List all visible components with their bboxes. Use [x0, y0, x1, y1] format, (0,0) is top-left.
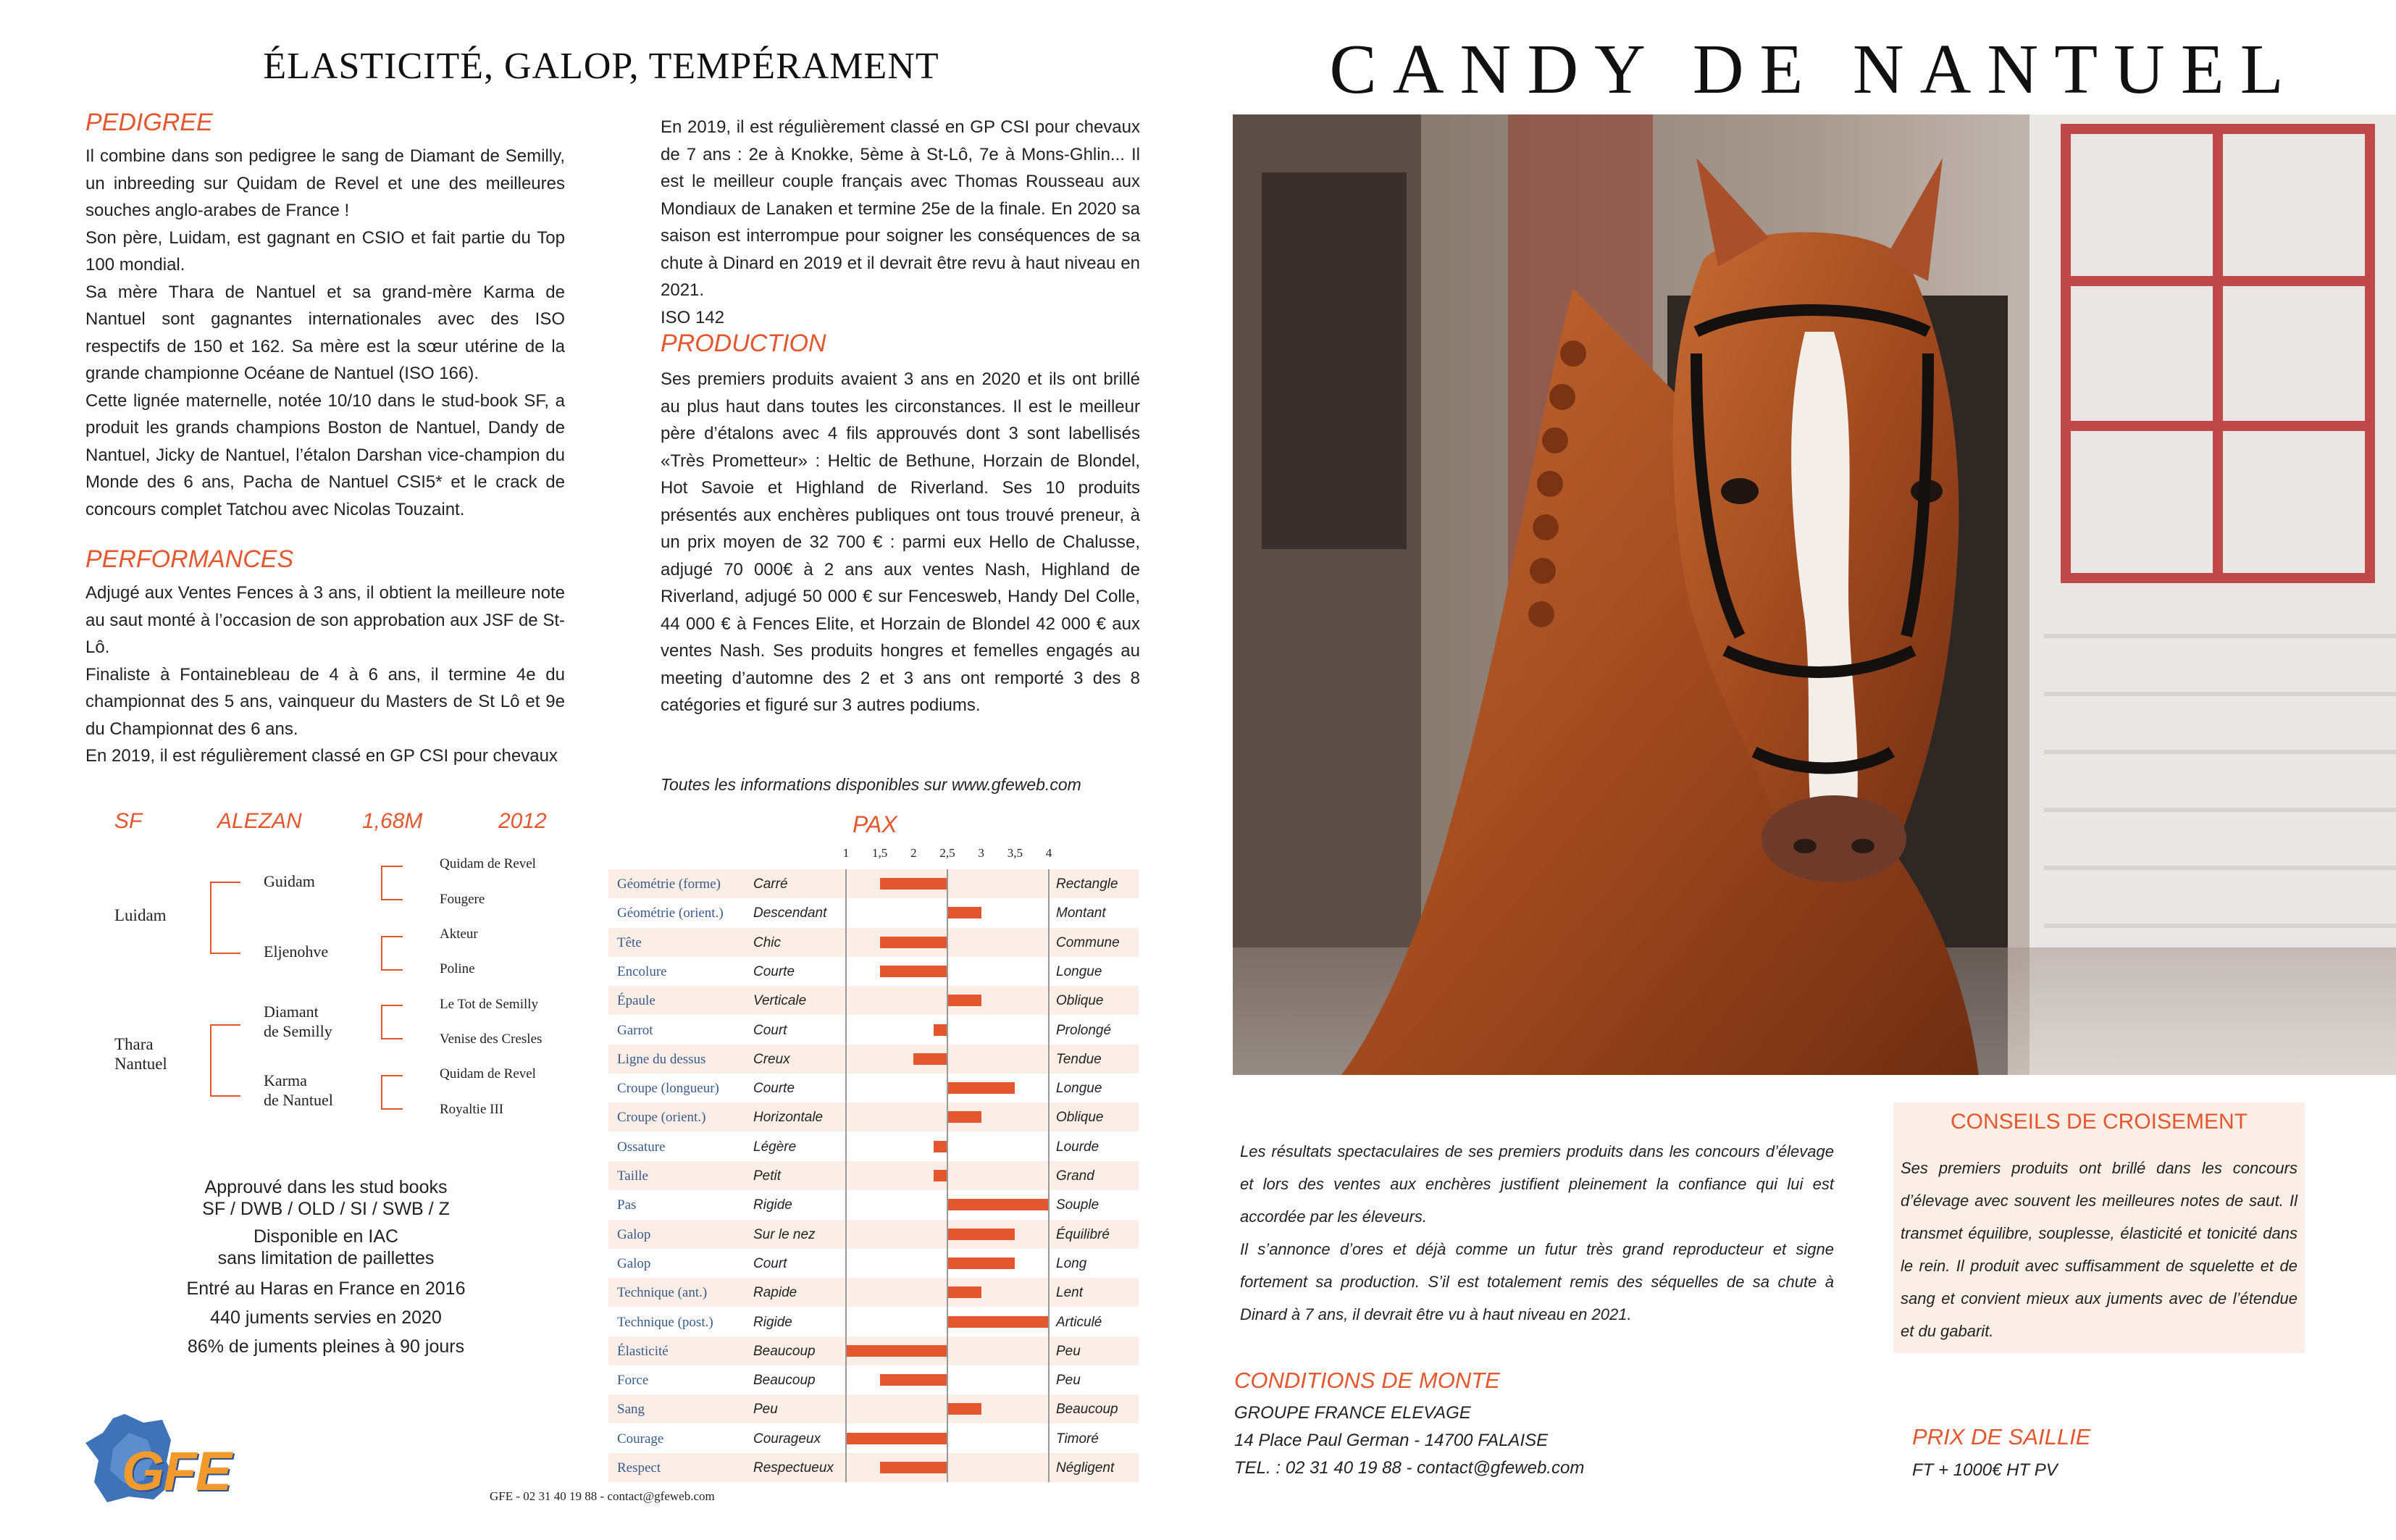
gp-bracket [381, 936, 403, 971]
pax-tick-label: 2,5 [939, 846, 955, 860]
summary-paragraph: Il s’annonce d’ores et déjà comme un futur très grand reproducteur et signe fortement sa production. S’il est totalement remis des séquelles de sa chute à Dinard à 7 ans, il devrait être vu à haut niveau en 2021. [1240, 1240, 1834, 1323]
pax-left-pole: Légère [753, 1139, 797, 1155]
pax-criterion: Force [617, 1373, 649, 1389]
pax-tick-label: 2 [910, 846, 917, 860]
dam-bracket [210, 1024, 240, 1097]
pax-criterion: Croupe (orient.) [617, 1110, 706, 1126]
pax-row [608, 1249, 1139, 1278]
gfe-logo [81, 1411, 255, 1505]
pax-row [608, 1278, 1139, 1307]
pax-row [608, 898, 1139, 927]
pax-left-pole: Rigide [753, 1314, 792, 1330]
conseils-text: Ses premiers produits ont brillé dans les concours d’élevage avec souvent les meilleures notes de saut. Il transmet équilibre, souplesse, élasticité et tonicité dans le rein. Il produit avec suffisamment de squelette et de sang et convient mieux aux juments avec de l’étendue et du gabarit. [1901, 1159, 2297, 1340]
production-title: PRODUCTION [661, 330, 826, 357]
conditions-line: TEL. : 02 31 40 19 88 - contact@gfeweb.com [1234, 1458, 1585, 1478]
pax-left-pole: Chic [753, 934, 782, 950]
prix-title: PRIX DE SAILLIE [1912, 1424, 2091, 1449]
pax-gridline [1048, 869, 1050, 1482]
great-grandparent: Akteur [440, 926, 478, 942]
pax-row [608, 1220, 1139, 1249]
gp-bracket [381, 866, 403, 900]
approval-line: Entré au Haras en France en 2016 [186, 1279, 466, 1299]
great-grandparent: Quidam de Revel [440, 1066, 536, 1081]
sire-bracket [210, 882, 240, 954]
pax-right-pole: Lourde [1056, 1139, 1099, 1155]
dam-line: Thara [114, 1035, 154, 1053]
approval-line: Approuvé dans les stud books [204, 1177, 448, 1197]
pax-right-pole: Beaucoup [1056, 1402, 1118, 1418]
pax-row [608, 1161, 1139, 1190]
pax-bar [947, 1257, 1015, 1269]
pax-tick-label: 3 [978, 846, 984, 860]
pax-bar [934, 1170, 947, 1181]
pax-row [608, 1016, 1139, 1045]
great-grandparent: Venise des Cresles [440, 1031, 543, 1047]
pax-right-pole: Articulé [1056, 1314, 1102, 1330]
approvals [76, 1173, 576, 1362]
performances-text-col2 [661, 114, 1140, 331]
pax-criterion: Géométrie (orient.) [617, 905, 724, 921]
breed: SF [114, 809, 143, 833]
pax-criterion: Croupe (longueur) [617, 1081, 719, 1097]
performances-title: PERFORMANCES [85, 545, 294, 573]
pax-right-pole: Timoré [1056, 1431, 1099, 1447]
pax-right-pole: Rectangle [1056, 876, 1118, 892]
pax-left-pole: Creux [753, 1051, 790, 1067]
pax-right-pole: Lent [1056, 1285, 1083, 1301]
pax-gridline [845, 869, 847, 1482]
pax-right-pole: Montant [1056, 905, 1106, 921]
pax-left-pole: Verticale [753, 993, 807, 1009]
great-grandparent: Fougere [440, 892, 485, 907]
pax-row [608, 1394, 1139, 1423]
headline: ÉLASTICITÉ, GALOP, TEMPÉRAMENT [263, 46, 939, 87]
pax-tick-label: 1,5 [872, 846, 888, 860]
pax-criterion: Galop [617, 1255, 651, 1271]
horse-portrait-image [1233, 114, 2396, 1075]
pax-criterion: Technique (ant.) [617, 1285, 708, 1301]
pedigree-paragraph: Cette lignée maternelle, notée 10/10 dans le stud-book SF, a produit les grands champions Boston de Nantuel, Dandy de Nantuel, Jicky de Nantuel, l’étalon Darshan vice-champion du Monde des 6 ans, Pacha de Nantuel CSI5* et le crack de concours complet Tatchou avec Nicolas Touzaint. [85, 390, 565, 519]
dam [114, 1034, 167, 1074]
grandparent-line: de Nantuel [264, 1091, 333, 1109]
performances-paragraph: En 2019, il est régulièrement classé en GP CSI pour chevaux de 7 ans : 2e à Knokke, 5ème à St-Lô, 7e à Mons-Ghlin... Il est le meilleur couple français avec Thomas Rousseau aux Mondiaux de Lanaken et termine 25e de la finale. En 2020 sa saison est interrompue pour soigner les conséquences de sa chute à Dinard en 2019 et il devrait être revu à haut niveau en 2021. [661, 117, 1140, 300]
pax-bar [947, 907, 981, 918]
pax-bar [947, 1316, 1049, 1328]
pax-bar [846, 1345, 947, 1357]
approval-line: sans limitation de paillettes [217, 1248, 435, 1268]
pax-row [608, 1424, 1139, 1453]
pax-left-pole: Rigide [753, 1197, 792, 1213]
grandparent [264, 1071, 333, 1110]
pax-left-pole: Court [753, 1022, 787, 1038]
conseils-box [1893, 1102, 2305, 1353]
pax-left-pole: Horizontale [753, 1110, 824, 1126]
pax-bar [913, 1053, 947, 1065]
coat: ALEZAN [217, 809, 302, 833]
horse-photo [1233, 114, 2396, 1075]
pax-criterion: Épaule [617, 993, 655, 1009]
pax-tick-label: 1 [842, 846, 850, 860]
grandparent-line: Diamant [264, 1003, 319, 1021]
pax-right-pole: Longue [1056, 1081, 1102, 1097]
pax-criterion: Ligne du dessus [617, 1051, 706, 1067]
pax-left-pole: Courte [753, 963, 795, 979]
summary-paragraph: Les résultats spectaculaires de ses premiers produits dans les concours d’élevage et lors des ventes aux enchères justifient pleinement la confiance qui lui est accordée par les éleveurs. [1240, 1142, 1834, 1226]
pax-bar [880, 937, 947, 948]
pax-criterion: Technique (post.) [617, 1314, 713, 1330]
pax-bar [947, 1111, 981, 1123]
pax-criterion: Élasticité [617, 1343, 669, 1359]
pax-right-pole: Oblique [1056, 993, 1104, 1009]
pax-right-pole: Prolongé [1056, 1022, 1112, 1038]
info-line: Toutes les informations disponibles sur www.gfeweb.com [661, 775, 1081, 794]
pax-row [608, 1190, 1139, 1219]
horse-name: CANDY DE NANTUEL [1329, 30, 2300, 109]
pax-row [608, 1365, 1139, 1394]
pax-criterion: Encolure [617, 963, 667, 979]
pax-criterion: Ossature [617, 1139, 666, 1155]
pax-right-pole: Souple [1056, 1197, 1099, 1213]
pedigree-paragraph: Il combine dans son pedigree le sang de Diamant de Semilly, un inbreeding sur Quidam de Revel et une des meilleures souches anglo-arabes de France ! [85, 146, 565, 220]
pax-criterion: Géométrie (forme) [617, 876, 721, 892]
pax-right-pole: Tendue [1056, 1051, 1102, 1067]
dam-line: Nantuel [114, 1055, 167, 1073]
pax-bar [947, 1286, 981, 1298]
pax-criterion: Courage [617, 1431, 664, 1447]
great-grandparent: Royaltie III [440, 1102, 504, 1117]
pax-right-pole: Oblique [1056, 1110, 1104, 1126]
pax-bar [947, 1082, 1015, 1094]
pax-right-pole: Longue [1056, 963, 1102, 979]
gp-bracket [381, 1075, 403, 1110]
sire: Luidam [114, 906, 167, 924]
approval-line: 440 juments servies en 2020 [210, 1307, 442, 1328]
pax-criterion: Tête [617, 934, 642, 950]
pax-criterion: Taille [617, 1168, 648, 1184]
performances-text-2019: En 2019, il est régulièrement classé en GP CSI pour chevaux [85, 746, 558, 766]
pax-criterion: Respect [617, 1460, 661, 1476]
pax-bar [947, 1403, 981, 1415]
pax-bar [934, 1024, 947, 1036]
pax-left-pole: Court [753, 1255, 787, 1271]
pax-row [608, 1307, 1139, 1336]
grandparent [264, 1002, 332, 1041]
great-grandparent: Poline [440, 961, 475, 976]
pax-bar [947, 1229, 1015, 1240]
performances-paragraph: Finaliste à Fontainebleau de 4 à 6 ans, il termine 4e du championnat des 5 ans, vainqueur du Masters de St Lô et 9e du Championnat des 6 ans. [85, 664, 565, 739]
pax-bar [934, 1141, 947, 1152]
height: 1,68M [362, 809, 423, 833]
conditions-title: CONDITIONS DE MONTE [1234, 1368, 1500, 1393]
pax-bar [947, 1199, 1049, 1210]
pax-left-pole: Carré [753, 876, 788, 892]
pax-right-pole: Peu [1056, 1373, 1081, 1389]
prix-value: FT + 1000€ HT PV [1912, 1460, 2058, 1480]
birth-year: 2012 [498, 809, 547, 833]
gp-bracket [381, 1005, 403, 1039]
pax-criterion: Sang [617, 1402, 645, 1418]
pedigree-text [85, 143, 565, 523]
conditions-line: 14 Place Paul German - 14700 FALAISE [1234, 1431, 1549, 1450]
approval-line: 86% de juments pleines à 90 jours [187, 1336, 465, 1357]
pax-bar [880, 1374, 947, 1386]
pax-left-pole: Peu [753, 1402, 778, 1418]
conditions-lines [1234, 1399, 1584, 1482]
pax-row [608, 1074, 1139, 1102]
pax-tick-label: 3,5 [1007, 846, 1023, 860]
great-grandparent: Quidam de Revel [440, 856, 536, 871]
pax-right-pole: Grand [1056, 1168, 1094, 1184]
pedigree-title: PEDIGREE [85, 109, 213, 136]
conseils-title: CONSEILS DE CROISEMENT [1950, 1110, 2248, 1134]
pax-right-pole: Équilibré [1056, 1226, 1110, 1242]
pax-bar [880, 878, 947, 890]
pax-criterion: Pas [617, 1197, 637, 1213]
pax-bar [846, 1433, 947, 1444]
pax-row [608, 1132, 1139, 1161]
pax-criterion: Galop [617, 1226, 651, 1242]
iso-value: ISO 142 [661, 307, 725, 327]
approval-line: SF / DWB / OLD / SI / SWB / Z [202, 1199, 450, 1219]
pax-title: PAX [853, 811, 897, 837]
pax-row [608, 957, 1139, 986]
pax-left-pole: Beaucoup [753, 1373, 816, 1389]
pax-left-pole: Courageux [753, 1431, 821, 1447]
pax-left-pole: Rapide [753, 1285, 797, 1301]
grandparent-line: de Semilly [264, 1022, 332, 1040]
pax-right-pole: Négligent [1056, 1460, 1115, 1476]
pax-bar [947, 995, 981, 1006]
pax-row [608, 986, 1139, 1015]
pax-right-pole: Commune [1056, 934, 1120, 950]
pax-gridline [947, 869, 948, 1482]
pax-bar [880, 1462, 947, 1473]
pax-left-pole: Descendant [753, 905, 827, 921]
pax-left-pole: Courte [753, 1081, 795, 1097]
pax-row [608, 1102, 1139, 1131]
footer-contact: GFE - 02 31 40 19 88 - contact@gfeweb.com [490, 1489, 715, 1503]
grandparent-line: Karma [264, 1071, 307, 1089]
pax-row [608, 1453, 1139, 1482]
pedigree-paragraph: Sa mère Thara de Nantuel et sa grand-mère Karma de Nantuel sont gagnantes internationales avec des ISO respectifs de 150 et 162. Sa mère est la sœur utérine de la grande championne Océane de Nantuel (ISO 166). [85, 282, 565, 383]
pax-left-pole: Sur le nez [753, 1226, 816, 1242]
pax-row [608, 869, 1139, 898]
approval-line: Disponible en IAC [253, 1226, 399, 1247]
pedigree-paragraph: Son père, Luidam, est gagnant en CSIO et fait partie du Top 100 mondial. [85, 227, 565, 275]
pax-tick-label: 4 [1045, 846, 1052, 860]
pax-row [608, 1336, 1139, 1365]
performances-paragraph: Adjugé aux Ventes Fences à 3 ans, il obtient la meilleure note au saut monté à l’occasion de son approbation aux JSF de St-Lô. [85, 583, 565, 657]
grandparent: Eljenohve [264, 942, 329, 961]
pax-left-pole: Respectueux [753, 1460, 834, 1476]
conditions-line: GROUPE FRANCE ELEVAGE [1234, 1403, 1471, 1423]
great-grandparent: Le Tot de Semilly [440, 997, 539, 1012]
gfe-logo-text: GFE [122, 1441, 231, 1502]
pax-left-pole: Beaucoup [753, 1343, 816, 1359]
pax-bar [880, 966, 947, 977]
pax-row [608, 928, 1139, 957]
summary-text [1240, 1135, 1834, 1331]
pax-left-pole: Petit [753, 1168, 782, 1184]
grandparent: Guidam [264, 872, 315, 890]
pax-right-pole: Long [1056, 1255, 1087, 1271]
performances-text-col1 [85, 579, 565, 742]
pax-right-pole: Peu [1056, 1343, 1081, 1359]
production-text: Ses premiers produits avaient 3 ans en 2020 et ils ont brillé au plus haut dans toutes les circonstances. Il est le meilleur père d’étalons avec 4 fils approuvés dont 3 sont labellisés «Très Prometteur» : Heltic de Bethune, Horzain de Blondel, Hot Savoie et Highland de Riverland. Ses 10 produits présentés aux enchères publiques ont tous trouvé preneur, à un prix moyen de 32 700 € : parmi eux Hello de Chalusse, adjugé 70 000€ à 2 ans aux ventes Nash, Highland de Riverland, adjugé 50 000 € sur Fencesweb, Handy Del Colle, 44 000 € à Fences Elite, et Horzain de Blondel 42 000 € aux ventes Nash. Ses produits hongres et femelles engagés au meeting d’automne des 2 et 3 ans ont remporté 3 des 8 catégories et figuré sur 3 autres podiums. [661, 369, 1140, 715]
pax-row [608, 1045, 1139, 1074]
pax-criterion: Garrot [617, 1022, 653, 1038]
